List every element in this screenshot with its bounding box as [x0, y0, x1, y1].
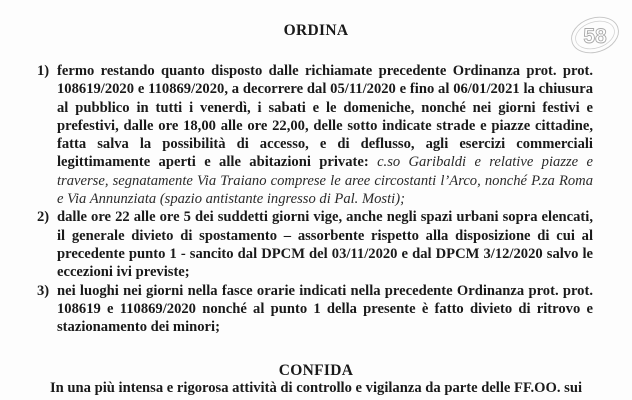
item-text: dalle ore 22 alle ore 5 dei suddetti giorni vige, anche negli spazi urbani sopra elencati, il generale divieto di spostamento – assorbente rispetto alla disposizione di cui al precedente punto 1 - sancito dal DPCM del 03/11/2020 e dal DPCM 3/12/2020 salvo le eccezioni ivi previste; [57, 209, 593, 281]
heading-confida: CONFIDA [278, 362, 354, 379]
item-text: nei luoghi nei giorni nella fasce orarie indicati nella precedente Ordinanza prot. prot. 108619 e 110869/2020 nonché al punto 1 della presente è fatto divieto di ritrovo e stazionamento dei minori; [57, 282, 593, 336]
channel-58-logo-icon [569, 14, 621, 56]
item-number: 2) [37, 209, 50, 226]
item-italic-text: c.so Garibaldi e relative piazze e traverse, segnatamente Via Traiano comprese le aree circostanti l’Arco, nonché P.za Roma e Via Annunziata (spazio antistante ingresso di Pal. Mosti); [57, 154, 593, 208]
cut-off-previous-line [60, 0, 440, 4]
item-number: 3) [37, 282, 50, 299]
confida-paragraph: In una più intensa e rigorosa attività di controllo e vigilanza da parte delle FF.OO. sui [49, 380, 583, 396]
heading-ordina: ORDINA [283, 22, 349, 39]
list-item [37, 62, 593, 208]
list-item [37, 208, 593, 281]
item-text: fermo restando quanto disposto dalle richiamate precedente Ordinanza prot. prot. 108619/2020 e 110869/2020, a decorrere dal 05/11/2020 e fino al 06/01/2021 la chiusura al pubblico in tutti i venerdì, i sabati e le domeniche, nonché nei giorni festivi e prefestivi, dalle ore 18,00 alle ore 22,00, delle sotto indicate strade e piazze cittadine, fatta salva la possibilità di accesso, e di deflusso, agli esercizi commerciali legittimamente aperti e alle abitazioni private: [57, 63, 593, 171]
item-number: 1) [37, 63, 50, 79]
list-item [37, 282, 593, 337]
ordinance-list [37, 62, 593, 336]
logo-text: 58 [583, 25, 607, 48]
